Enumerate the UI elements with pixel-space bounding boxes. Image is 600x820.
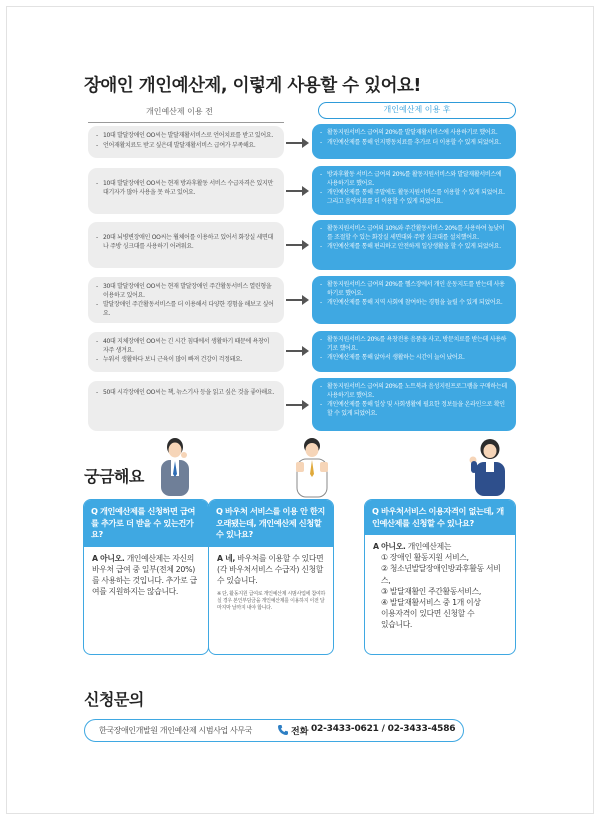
contact-section-title: 신청문의 [84,690,144,709]
after-box-2 [312,166,516,215]
faq-question: Q 바우처 서비스를 이용 안 한지 오래됐는데, 개인예산제 신청할 수 있나요? [209,500,333,547]
after-bullet: - 개인예산제를 통해 편리하고 안전하게 일상생활을 할 수 있게 되었어요. [320,243,508,252]
arrow-right-icon [286,186,310,196]
faq-answer: A 아니오. 개인예산제는 자신의 바우처 급여 중 일부(전체 20%)를 사용하는 것입니다. 추가로 급여를 지원하지는 않습니다. [92,553,197,597]
faq-list-item: ② 청소년발달장애인방과후활동 서비스, [381,564,501,585]
faq-section-title: 궁금해요 [84,467,144,486]
before-bullet: - 40대 지체장애인 OO씨는 긴 시간 침대에서 생활하기 때문에 욕창이 자주 생겨요. [96,338,276,355]
after-bullet: - 활동지원서비스 급여의 20%를 발달재활서비스에 사용하기로 했어요. [320,129,508,138]
before-bullet: - 50대 시각장애인 OO씨는 책, 뉴스기사 등을 읽고 싶은 것을 좋아해요. [96,389,276,398]
before-box-2 [88,168,284,214]
after-box-5 [312,331,516,372]
after-bullet: - 활동지원서비스 급여의 20%를 헬스장에서 개인 운동지도를 받는데 사용하기로 했어요. [320,281,508,298]
after-bullet: - 활동지원서비스 급여의 10%와 주간활동서비스 20%를 사용하여 높낮이를 조절할 수 있는 화장실 세면대와 주방 싱크대를 설치했어요. [320,225,508,242]
contact-bar [84,719,464,742]
faq-card-3 [364,499,516,655]
after-bullet: - 개인예산제를 통해 일상 및 사회생활에 필요한 정보들을 온라인으로 확인할 수 있게 되었어요. [320,401,508,418]
after-box-3 [312,220,516,270]
after-bullet: - 활동지원서비스 20%를 욕창전용 음품을 사고, 방문치료를 받는데 사용하기로 했어요. [320,336,508,353]
after-box-6 [312,378,516,431]
before-box-4 [88,277,284,323]
person-illustration-icon [466,436,508,498]
before-box-1 [88,126,284,158]
after-bullet: - 개인예산제를 통해 앉아서 생활하는 시간이 늘어 났어요. [320,354,508,363]
faq-card-1 [83,499,209,655]
arrow-right-icon [286,138,310,148]
before-bullet: - 30대 발달장애인 OO씨는 현재 발달장애인 주간활동서비스 열린형을 이용하고 있어요. [96,283,276,300]
faq-card-2 [208,499,334,655]
column-header-before: 개인예산제 이용 전 [146,107,213,116]
phone-icon [277,724,289,736]
contact-org: 한국장애인개발원 개인예산제 시범사업 사무국 [99,726,252,735]
faq-answer-tail: 이용자격이 있다면 신청할 수 있습니다. [381,609,475,630]
after-bullet: - 개인예산제를 통해 지역 사회에 참여하는 경험을 늘릴 수 있게 되었어요. [320,299,508,308]
page-title: 장애인 개인예산제, 이렇게 사용할 수 있어요! [84,76,421,96]
after-box-4 [312,276,516,324]
faq-question: Q 개인예산제를 신청하면 급여를 추가로 더 받을 수 있는건가요? [84,500,208,547]
after-box-1 [312,124,516,159]
after-bullet: - 방과후활동 서비스 급여의 20%를 활동지원서비스와 발달재활서비스에 사용하기로 했어요. [320,171,508,188]
arrow-right-icon [286,346,310,356]
faq-answer: A 네, 바우처를 이용할 수 있다면 (각 바우처서비스 수급자) 신청할 수 있습니다. [217,553,324,585]
arrow-right-icon [286,400,310,410]
after-bullet: - 활동지원서비스 급여의 20%를 노트북과 음성지원프로그램을 구매하는데 사용하기로 했어요. [320,383,508,400]
after-bullet: - 개인예산제를 통해 인지행동치료를 추가로 더 이용할 수 있게 되었어요. [320,139,508,148]
faq-note: ※ 단, 활동지원 급여로 개인예산제 시범사업에 참여하실 경우 본인부담금을 개인예산제를 이용하지 이전 달 마지막 날까지 내야 합니다. [217,591,326,612]
before-bullet: - 10대 발달장애인 OO씨는 현재 방과후활동 서비스 수급자격은 있지만 대기자가 많아 사용을 못 하고 있어요. [96,180,276,197]
before-bullet: - 발달장애인 주간활동서비스를 더 이용해서 다양한 경험을 해보고 싶어요. [96,301,276,318]
after-bullet: - 개인예산제를 통해 주말에도 활동지원서비스를 이용할 수 있게 되었어요. 그리고 음악치료를 더 이용할 수 있게 되었어요. [320,189,508,206]
before-bullet: - 누워서 생활하다 보니 근육이 많이 빠져 건강이 걱정돼요. [96,356,276,365]
arrow-right-icon [286,295,310,305]
contact-phone-numbers: 02-3433-0621 / 02-3433-4586 [311,724,456,734]
faq-answer: A 아니오. 개인예산제는 ① 장애인 활동지원 서비스, ② 청소년발달장애인방과후활동 서비스, ③ 발달재활인 주간활동서비스, ④ 발달재활서비스 중 1개 이상 이용자격이 있다면 신청할 수 있습니다. [365,535,515,631]
faq-list-item: ① 장애인 활동지원 서비스, [381,553,469,563]
before-box-3 [88,222,284,268]
faq-question: Q 바우처서비스 이용자격이 없는데, 개인예산제를 신청할 수 있나요? [365,500,515,535]
person-illustration-icon [158,436,192,498]
before-bullet: - 언어재활치료도 받고 싶은데 발달재활서비스 급여가 부족해요. [96,142,276,151]
faq-list-item: ③ 발달재활인 주간활동서비스, [381,586,482,596]
before-bullet: - 20대 뇌병변장애인 OO씨는 휠체어를 이용하고 있어서 화장실 세면대나 주방 싱크대를 사용하기 어려워요. [96,234,276,251]
before-box-6 [88,381,284,431]
before-box-5 [88,332,284,372]
person-illustration-icon [292,436,332,498]
contact-label: 전화 [291,727,309,737]
before-bullet: - 10대 발달장애인 OO씨는 발달재활서비스로 언어치료를 받고 있어요. [96,132,276,141]
arrow-right-icon [286,240,310,250]
faq-list-item: ④ 발달재활서비스 중 1개 이상 [381,598,481,608]
column-header-after: 개인예산제 이용 후 [318,102,516,119]
column-header-divider [88,122,284,123]
